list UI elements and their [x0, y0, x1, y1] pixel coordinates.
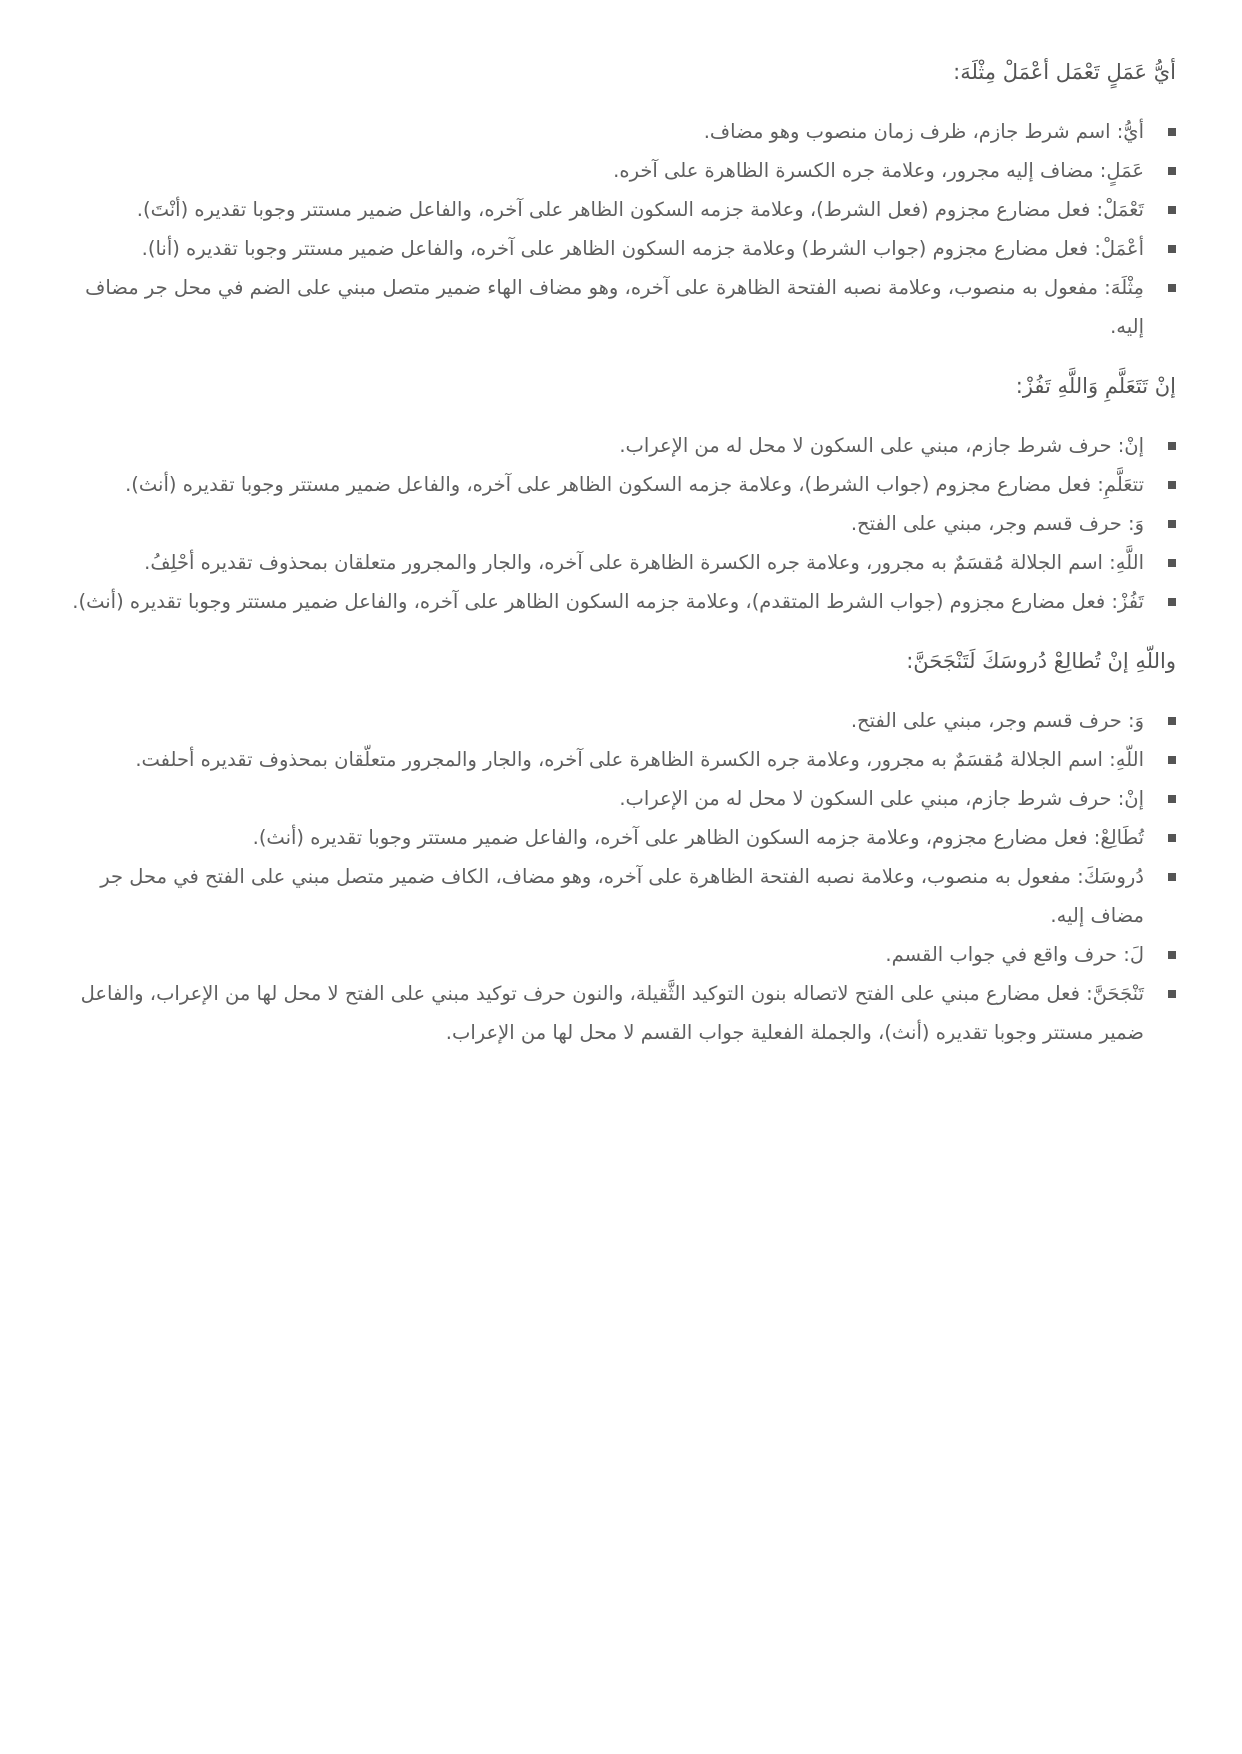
item-text: وَ: حرف قسم وجر، مبني على الفتح.	[850, 512, 1144, 535]
item-text: إنْ: حرف شرط جازم، مبني على السكون لا محل له من الإعراب.	[619, 434, 1144, 457]
item-text: إنْ: حرف شرط جازم، مبني على السكون لا محل له من الإعراب.	[619, 787, 1144, 810]
bullet-list	[66, 112, 1176, 346]
section-title: واللّهِ إنْ تُطالِعْ دُروسَكَ لَتَنْجَحَنَّ:	[906, 649, 1176, 673]
item-text: أعْمَلْ: فعل مضارع مجزوم (جواب الشرط) وعلامة جزمه السكون الظاهر على آخره، والفاعل ضمير مستتر وجوبا تقديره (أنا).	[141, 237, 1144, 260]
item-text: تُطَالِعْ: فعل مضارع مجزوم، وعلامة جزمه السكون الظاهر على آخره، والفاعل ضمير مستتر وجوبا تقديره (أنث).	[252, 826, 1144, 849]
document-page	[66, 52, 1176, 1072]
list-item	[66, 151, 1176, 190]
list-item	[66, 740, 1176, 779]
square-bullet-icon	[1168, 284, 1176, 292]
square-bullet-icon	[1168, 559, 1176, 567]
item-text: اللّهِ: اسم الجلالة مُقسَمٌ به مجرور، وعلامة جره الكسرة الظاهرة على آخره، والجار والمجرور متعلّقان بمحذوف تقديره أحلفت.	[135, 748, 1144, 771]
item-text: أيُّ: اسم شرط جازم، ظرف زمان منصوب وهو مضاف.	[703, 120, 1144, 143]
list-item	[66, 818, 1176, 857]
item-text: لَ: حرف واقع في جواب القسم.	[885, 943, 1144, 966]
list-item	[66, 779, 1176, 818]
bullet-list	[66, 426, 1176, 621]
item-text: تَفُزْ: فعل مضارع مجزوم (جواب الشرط المتقدم)، وعلامة جزمه السكون الظاهر على آخره، والفاعل ضمير مستتر وجوبا تقديره (أنث).	[72, 590, 1144, 613]
square-bullet-icon	[1168, 481, 1176, 489]
section-title: أيُّ عَمَلٍ تَعْمَل أعْمَلْ مِثْلَهَ:	[953, 60, 1176, 84]
list-item	[66, 426, 1176, 465]
square-bullet-icon	[1168, 167, 1176, 175]
list-item	[66, 229, 1176, 268]
square-bullet-icon	[1168, 990, 1176, 998]
section-title: إنْ تَتَعَلَّمِ وَاللَّهِ تَفُزْ:	[1015, 374, 1176, 398]
square-bullet-icon	[1168, 520, 1176, 528]
square-bullet-icon	[1168, 598, 1176, 606]
item-text: تَنْجَحَنَّ: فعل مضارع مبني على الفتح لاتصاله بنون التوكيد الثَّقيلة، والنون حرف توكيد مبني على الفتح لا محل لها من الإعراب، والفاعل ضمير مستتر وجوبا تقديره (أنث)، والجملة الفعلية جواب القسم لا محل لها من الإعراب.	[80, 982, 1144, 1044]
square-bullet-icon	[1168, 795, 1176, 803]
item-text: مِثْلَهَ: مفعول به منصوب، وعلامة نصبه الفتحة الظاهرة على آخره، وهو مضاف الهاء ضمير متصل مبني على الضم في محل جر مضاف إليه.	[85, 276, 1144, 338]
square-bullet-icon	[1168, 756, 1176, 764]
square-bullet-icon	[1168, 206, 1176, 214]
list-item	[66, 112, 1176, 151]
item-text: اللَّهِ: اسم الجلالة مُقسَمٌ به مجرور، وعلامة جره الكسرة الظاهرة على آخره، والجار والمجرور متعلقان بمحذوف تقديره أحْلِفُ.	[144, 551, 1144, 574]
list-item	[66, 543, 1176, 582]
item-text: دُروسَكَ: مفعول به منصوب، وعلامة نصبه الفتحة الظاهرة على آخره، وهو مضاف، الكاف ضمير متصل مبني على الفتح في محل جر مضاف إليه.	[100, 865, 1144, 927]
list-item	[66, 582, 1176, 621]
square-bullet-icon	[1168, 128, 1176, 136]
item-text: تَعْمَلْ: فعل مضارع مجزوم (فعل الشرط)، وعلامة جزمه السكون الظاهر على آخره، والفاعل ضمير مستتر وجوبا تقديره (أنْتَ).	[136, 198, 1144, 221]
item-text: تتعَلَّمِ: فعل مضارع مجزوم (جواب الشرط)، وعلامة جزمه السكون الظاهر على آخره، والفاعل ضمير مستتر وجوبا تقديره (أنث).	[125, 473, 1144, 496]
section-1	[66, 52, 1176, 346]
list-item	[66, 857, 1176, 935]
square-bullet-icon	[1168, 442, 1176, 450]
item-text: عَمَلٍ: مضاف إليه مجرور، وعلامة جره الكسرة الظاهرة على آخره.	[613, 159, 1144, 182]
list-item	[66, 465, 1176, 504]
list-item	[66, 504, 1176, 543]
list-item	[66, 701, 1176, 740]
square-bullet-icon	[1168, 951, 1176, 959]
section-3	[66, 641, 1176, 1052]
list-item	[66, 935, 1176, 974]
square-bullet-icon	[1168, 245, 1176, 253]
list-item	[66, 974, 1176, 1052]
square-bullet-icon	[1168, 717, 1176, 725]
item-text: وَ: حرف قسم وجر، مبني على الفتح.	[850, 709, 1144, 732]
section-2	[66, 366, 1176, 621]
square-bullet-icon	[1168, 834, 1176, 842]
list-item	[66, 190, 1176, 229]
list-item	[66, 268, 1176, 346]
bullet-list	[66, 701, 1176, 1052]
square-bullet-icon	[1168, 873, 1176, 881]
